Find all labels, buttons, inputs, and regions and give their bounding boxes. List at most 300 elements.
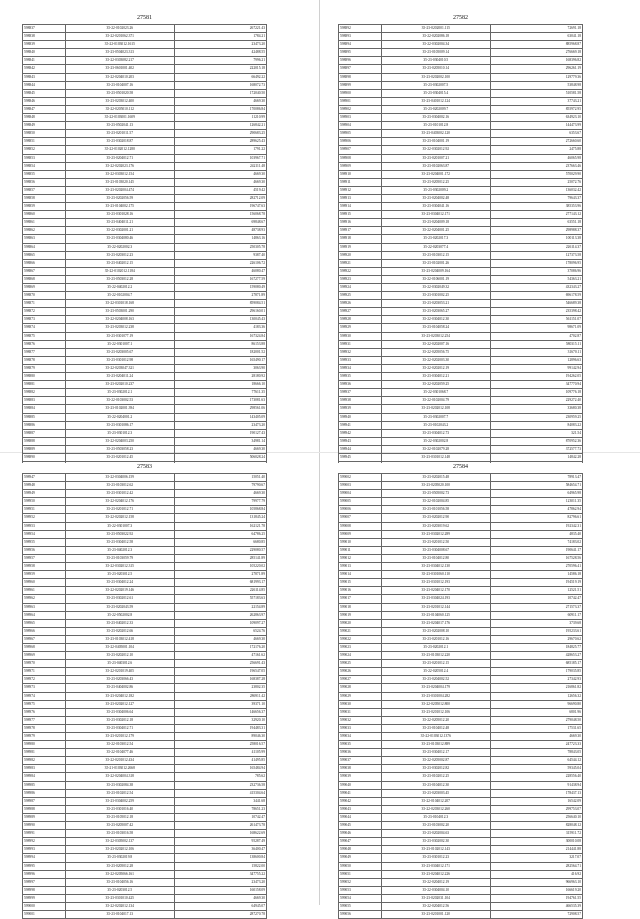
account-code-cell: 35-23-0104012.80: [381, 554, 490, 562]
account-code-cell: 35-22-0204001.2: [65, 413, 174, 421]
table-row: [339, 33, 583, 41]
table-row: [339, 530, 583, 538]
account-code-cell: 35-23-0503022.92: [65, 530, 174, 538]
account-code-cell: 35-23-0202012.108: [381, 405, 490, 413]
table-row: [339, 474, 583, 482]
table-row: [23, 482, 267, 490]
account-code-cell: 35-23-0203003.45: [381, 789, 490, 797]
record-id-cell: 598902: [339, 105, 382, 113]
record-id-cell: 598892: [339, 25, 382, 33]
record-id-cell: 598974: [23, 692, 66, 700]
table-row: [23, 635, 267, 643]
account-code-cell: 35-23-0203019.62: [381, 522, 490, 530]
account-code-cell: 35-23-0302012.82: [381, 765, 490, 773]
record-id-cell: 598992: [23, 838, 66, 846]
account-code-cell: 35-23-0302019.8: [65, 854, 174, 862]
table-row: [23, 437, 267, 445]
record-id-cell: 598918: [339, 235, 382, 243]
amount-cell: 63551.18: [490, 219, 582, 227]
account-code-cell: 35-23-0103016.58: [65, 830, 174, 838]
amount-cell: 192342.31: [490, 522, 582, 530]
account-code-cell: 35-23-0301012.42: [65, 490, 174, 498]
table-row: [23, 57, 267, 65]
account-code-cell: 35-21-0103012.2668: [65, 765, 174, 773]
amount-cell: 168387.28: [174, 676, 266, 684]
amount-cell: 27342.93: [490, 676, 582, 684]
record-id-cell: 598975: [23, 700, 66, 708]
account-code-cell: 35-22-0304012.30: [381, 316, 490, 324]
amount-cell: 222015.18: [174, 65, 266, 73]
table-row: [339, 292, 583, 300]
account-code-cell: 35-23-0202009.7: [381, 105, 490, 113]
table-row: [23, 822, 267, 830]
amount-cell: 546689.38: [490, 300, 582, 308]
table-row: [339, 490, 583, 498]
record-id-cell: 598877: [23, 348, 66, 356]
table-row: [339, 405, 583, 413]
table-row: [23, 838, 267, 846]
account-code-cell: 35-23-0202012.10: [65, 652, 174, 660]
account-code-cell: 35-22-0302001.21: [65, 227, 174, 235]
amount-cell: 172176.20: [174, 643, 266, 651]
amount-cell: 321.54: [490, 429, 582, 437]
table-row: [339, 97, 583, 105]
amount-cell: 1784.21: [174, 33, 266, 41]
amount-cell: 84083.22: [490, 421, 582, 429]
account-code-cell: 35-23-0204012.182: [65, 692, 174, 700]
table-row: [23, 284, 267, 292]
table-row: [23, 170, 267, 178]
amount-cell: 561151.07: [490, 316, 582, 324]
table-row: [23, 603, 267, 611]
account-code-cell: 35-23-0204011.24: [65, 373, 174, 381]
account-code-cell: 35-22-0402012.2: [65, 284, 174, 292]
record-id-cell: 598978: [23, 724, 66, 732]
record-id-cell: 599028: [339, 684, 382, 692]
account-code-cell: 35-23-0504023.313: [65, 49, 174, 57]
table-row: [339, 381, 583, 389]
table-row: [339, 364, 583, 372]
amount-cell: 78843.05: [490, 749, 582, 757]
record-id-cell: 598929: [339, 324, 382, 332]
account-code-cell: 35-22-0205010.112: [65, 105, 174, 113]
record-id-cell: 598868: [23, 275, 66, 283]
record-id-cell: 598905: [339, 130, 382, 138]
table-row: [339, 178, 583, 186]
account-code-cell: 35-23-0204017.176: [381, 619, 490, 627]
account-code-cell: 35-23-0103012.220: [381, 652, 490, 660]
account-code-cell: 35-23-0205020.100: [381, 482, 490, 490]
table-row: [23, 538, 267, 546]
amount-cell: 696178.59: [490, 292, 582, 300]
table-row: [339, 227, 583, 235]
amount-cell: 178096.95: [490, 259, 582, 267]
record-id-cell: 598914: [339, 203, 382, 211]
account-code-cell: 35-23-0202031.104: [381, 894, 490, 902]
record-id-cell: 598942: [339, 429, 382, 437]
record-id-cell: 599012: [339, 554, 382, 562]
record-id-cell: 599005: [339, 498, 382, 506]
amount-cell: 14863.16: [174, 235, 266, 243]
record-id-cell: 599048: [339, 846, 382, 854]
record-id-cell: 598855: [23, 170, 66, 178]
record-id-cell: 598916: [339, 219, 382, 227]
table-row: [339, 749, 583, 757]
record-id-cell: 598870: [23, 292, 66, 300]
account-code-cell: 35-23-0203012.23: [65, 251, 174, 259]
amount-cell: 256640.10: [490, 813, 582, 821]
record-id-cell: 598853: [23, 154, 66, 162]
table-row: [339, 308, 583, 316]
table-row: [23, 619, 267, 627]
record-id-cell: 598977: [23, 716, 66, 724]
record-id-cell: 598950: [23, 498, 66, 506]
table-row: [23, 708, 267, 716]
account-code-cell: 35-23-0202056.59: [65, 194, 174, 202]
amount-cell: 123011.35: [490, 498, 582, 506]
record-id-cell: 599046: [339, 830, 382, 838]
amount-cell: 15822.00: [174, 862, 266, 870]
record-id-cell: 599042: [339, 797, 382, 805]
amount-cell: 59345.04: [490, 765, 582, 773]
amount-cell: 136032.42: [490, 186, 582, 194]
record-id-cell: 598976: [23, 708, 66, 716]
record-id-cell: 598840: [23, 49, 66, 57]
record-id-cell: 598945: [339, 453, 382, 461]
amount-cell: 100113.38: [490, 235, 582, 243]
table-row: [23, 724, 267, 732]
table-row: [339, 668, 583, 676]
account-code-cell: 35-22-0102004.79: [381, 397, 490, 405]
table-row: [339, 603, 583, 611]
amount-cell: 557183.63: [174, 595, 266, 603]
record-id-cell: 598956: [23, 546, 66, 554]
account-code-cell: 35-22-0201062.371: [65, 33, 174, 41]
account-code-cell: 35-23-0102012.25: [381, 773, 490, 781]
record-id-cell: 599013: [339, 563, 382, 571]
table-row: [23, 397, 267, 405]
account-code-cell: 35-23-0205007.42: [65, 822, 174, 830]
amount-cell: 29670.62: [490, 635, 582, 643]
table-row: [23, 870, 267, 878]
table-row: [339, 81, 583, 89]
amount-cell: 7996.21: [174, 57, 266, 65]
amount-cell: 33680.38: [490, 405, 582, 413]
amount-cell: 6353.67: [490, 130, 582, 138]
account-code-cell: 35-23-0105009.14: [381, 49, 490, 57]
amount-cell: 510581.58: [490, 89, 582, 97]
amount-cell: 78913.47: [490, 474, 582, 482]
account-code-cell: 35-23-0201001.120: [381, 911, 490, 919]
table-row: [23, 389, 267, 397]
table-row: [23, 203, 267, 211]
account-code-cell: 35-23-0202012.1: [381, 643, 490, 651]
record-id-cell: 599014: [339, 571, 382, 579]
amount-cell: 1791.22: [174, 146, 266, 154]
amount-cell: 10742.47: [174, 813, 266, 821]
amount-cell: 160158.09: [174, 886, 266, 894]
table-row: [23, 421, 267, 429]
account-code-cell: 35-23-0403002.120: [381, 130, 490, 138]
account-code-cell: 35-23-0304041.16: [381, 203, 490, 211]
account-code-cell: 35-23-0301077.19: [65, 332, 174, 340]
account-code-cell: 35-23-0304012.171: [381, 211, 490, 219]
table-row: [339, 854, 583, 862]
amount-cell: 194262.05: [490, 373, 582, 381]
record-id-cell: 599023: [339, 643, 382, 651]
amount-cell: 580315.11: [490, 340, 582, 348]
table-row: [23, 340, 267, 348]
table-row: [339, 563, 583, 571]
table-row: [23, 316, 267, 324]
table-row: [339, 546, 583, 554]
record-id-cell: 598940: [339, 413, 382, 421]
account-code-cell: 35-23-0201007.21: [381, 154, 490, 162]
amount-cell: 216861.82: [490, 684, 582, 692]
account-code-cell: 35-23-0204012.170: [381, 587, 490, 595]
account-code-cell: 35-23-0503012.28: [65, 275, 174, 283]
table-row: [339, 757, 583, 765]
record-id-cell: 599047: [339, 838, 382, 846]
account-code-cell: 35-22-0204008.163: [65, 316, 174, 324]
account-code-cell: 35-22-0204010.203: [65, 73, 174, 81]
record-id-cell: 598980: [23, 741, 66, 749]
table-row: [23, 429, 267, 437]
account-code-cell: 35-23-0203012.238: [65, 324, 174, 332]
record-id-cell: 598854: [23, 162, 66, 170]
amount-cell: 6524.76: [174, 627, 266, 635]
amount-cell: 229272.40: [490, 397, 582, 405]
account-code-cell: 35-22-0304004.10: [381, 886, 490, 894]
record-id-cell: 598928: [339, 316, 382, 324]
account-code-cell: 35-22-0302049.32: [381, 284, 490, 292]
amount-cell: 190641.17: [490, 546, 582, 554]
table-row: [339, 894, 583, 902]
table-row: [23, 324, 267, 332]
amount-cell: 196547.05: [174, 668, 266, 676]
amount-cell: 194519.19: [490, 579, 582, 587]
table-row: [23, 692, 267, 700]
amount-cell: 16542.09: [490, 797, 582, 805]
table-row: [339, 538, 583, 546]
record-id-cell: 598885: [23, 413, 66, 421]
account-code-cell: 35-23-0302012.61: [65, 595, 174, 603]
account-code-cell: 35-23-0302018.87: [65, 138, 174, 146]
amount-cell: 277143.12: [490, 211, 582, 219]
account-code-cell: 35-22-0103012.1615: [65, 41, 174, 49]
table-row: [339, 676, 583, 684]
table-row: [23, 911, 267, 919]
amount-cell: 347755.22: [174, 870, 266, 878]
table-row: [339, 902, 583, 910]
amount-cell: 41105.99: [174, 749, 266, 757]
account-code-cell: 35-23-0201012.106: [381, 708, 490, 716]
account-code-cell: 35-23-0404011.21: [65, 219, 174, 227]
record-id-cell: 599011: [339, 546, 382, 554]
record-id-cell: 598897: [339, 65, 382, 73]
record-id-cell: 598938: [339, 397, 382, 405]
record-id-cell: 598862: [23, 227, 66, 235]
amount-cell: 4669.30: [490, 733, 582, 741]
account-code-cell: 35-22-0301018.168: [65, 300, 174, 308]
amount-cell: 10742.47: [490, 595, 582, 603]
account-code-cell: 35-23-0502041.13: [65, 122, 174, 130]
account-code-cell: 35-23-0201012.16: [381, 635, 490, 643]
record-id-cell: 598955: [23, 538, 66, 546]
table-row: [339, 138, 583, 146]
table-row: [339, 186, 583, 194]
table-row: [339, 65, 583, 73]
table-row: [23, 886, 267, 894]
account-code-cell: 35-22-0405001.104: [65, 643, 174, 651]
amount-cell: 4669.30: [174, 445, 266, 453]
amount-cell: 42488.55: [174, 49, 266, 57]
record-id-cell: 599002: [339, 474, 382, 482]
amount-cell: 37743.21: [490, 97, 582, 105]
account-code-cell: 35-22-0302012.315: [65, 563, 174, 571]
table-row: [23, 348, 267, 356]
account-code-cell: 35-23-0301012.193: [381, 579, 490, 587]
account-code-cell: 35-23-0103012.15: [381, 251, 490, 259]
table-row: [23, 73, 267, 81]
account-code-cell: 35-23-0203066.43: [65, 676, 174, 684]
record-id-cell: 598893: [339, 33, 382, 41]
table-row: [23, 186, 267, 194]
table-row: [339, 397, 583, 405]
amount-cell: 63041.18: [490, 33, 582, 41]
record-id-cell: 598981: [23, 749, 66, 757]
table-row: [339, 389, 583, 397]
amount-cell: 190127.43: [174, 429, 266, 437]
table-row: [339, 830, 583, 838]
record-id-cell: 599030: [339, 700, 382, 708]
table-row: [339, 773, 583, 781]
account-code-cell: 35-23-0304012.71: [65, 724, 174, 732]
table-row: [23, 498, 267, 506]
amount-cell: 194761.55: [490, 894, 582, 902]
table-row: [339, 243, 583, 251]
account-code-cell: 35-22-0201012.434: [65, 757, 174, 765]
record-id-cell: 598952: [23, 514, 66, 522]
record-id-cell: 598878: [23, 356, 66, 364]
record-id-cell: 598958: [23, 563, 66, 571]
amount-cell: 72691.18: [490, 25, 582, 33]
table-row: [339, 235, 583, 243]
table-row: [339, 886, 583, 894]
table-row: [339, 619, 583, 627]
table-row: [339, 781, 583, 789]
amount-cell: 3739.68: [490, 619, 582, 627]
table-row: [23, 643, 267, 651]
record-id-cell: 598883: [23, 397, 66, 405]
table-row: [339, 822, 583, 830]
record-id-cell: 598857: [23, 186, 66, 194]
table-row: [23, 514, 267, 522]
record-id-cell: 598957: [23, 554, 66, 562]
account-code-cell: 35-23-0201011.57: [65, 130, 174, 138]
record-id-cell: 599037: [339, 757, 382, 765]
amount-cell: 267221.43: [174, 25, 266, 33]
record-id-cell: 598931: [339, 340, 382, 348]
amount-cell: 77611.35: [174, 389, 266, 397]
record-id-cell: 598954: [23, 530, 66, 538]
table-row: [23, 89, 267, 97]
amount-cell: 3063.90: [174, 364, 266, 372]
amount-cell: 22154.89: [174, 603, 266, 611]
account-code-cell: 35-22-0203077.4: [381, 243, 490, 251]
account-code-cell: 35-23-0304024.193: [381, 595, 490, 603]
record-id-cell: 599019: [339, 611, 382, 619]
record-id-cell: 598973: [23, 684, 66, 692]
table-row: [339, 324, 583, 332]
table-row: [23, 178, 267, 186]
amount-cell: 300010.08: [490, 838, 582, 846]
table-row: [23, 894, 267, 902]
account-code-cell: 35-22-0204012.19: [381, 878, 490, 886]
account-code-cell: 35-23-0304012.24: [65, 579, 174, 587]
record-id-cell: 598989: [23, 813, 66, 821]
record-id-cell: 598890: [23, 453, 66, 461]
amount-cell: 966963.10: [490, 878, 582, 886]
record-id-cell: 598939: [339, 405, 382, 413]
amount-cell: 78651.23: [174, 805, 266, 813]
record-id-cell: 598881: [23, 381, 66, 389]
account-code-cell: 35-23-0102063.87: [381, 162, 490, 170]
amount-cell: 432343.27: [490, 284, 582, 292]
amount-cell: 4669.30: [174, 178, 266, 186]
table-row: [339, 130, 583, 138]
amount-cell: 634923.10: [490, 114, 582, 122]
record-id-cell: 598903: [339, 114, 382, 122]
table-row: [23, 813, 267, 821]
amount-cell: 48738.93: [174, 227, 266, 235]
amount-cell: 95287.49: [174, 838, 266, 846]
account-code-cell: 35-23-0202004.474: [65, 186, 174, 194]
table-row: [339, 878, 583, 886]
record-id-cell: 599050: [339, 862, 382, 870]
account-code-cell: 35-23-0304010.5: [381, 57, 490, 65]
amount-cell: 34981.14: [174, 437, 266, 445]
account-code-cell: 35-22-0204003.250: [65, 437, 174, 445]
record-id-cell: 599008: [339, 522, 382, 530]
ledger-page: [338, 463, 583, 917]
table-row: [339, 373, 583, 381]
account-code-cell: 35-23-0103012.62: [65, 482, 174, 490]
amount-cell: 256691.43: [174, 660, 266, 668]
record-id-cell: 598850: [23, 130, 66, 138]
record-id-cell: 598880: [23, 373, 66, 381]
account-code-cell: 35-22-0302002.8: [381, 437, 490, 445]
account-code-cell: 35-23-0302007.5: [381, 81, 490, 89]
amount-cell: 131845.24: [174, 514, 266, 522]
account-code-cell: 35-23-0203012.400: [65, 97, 174, 105]
amount-cell: 156068.78: [174, 211, 266, 219]
account-code-cell: 35-22-0303012.154: [65, 170, 174, 178]
amount-cell: 31670.11: [490, 348, 582, 356]
record-id-cell: 598884: [23, 405, 66, 413]
account-code-cell: 35-23-0104001.19: [381, 138, 490, 146]
account-code-cell: 35-22-0301007.3: [65, 522, 174, 530]
table-row: [339, 862, 583, 870]
table-row: [23, 381, 267, 389]
table-row: [23, 781, 267, 789]
account-code-cell: 35-22-0305002.137: [65, 838, 174, 846]
account-code-cell: 35-23-0202015.48: [381, 474, 490, 482]
table-row: [339, 724, 583, 732]
account-code-cell: 35-23-0302084.38: [65, 781, 174, 789]
account-code-cell: 35-23-0304002.16: [381, 114, 490, 122]
table-row: [23, 830, 267, 838]
